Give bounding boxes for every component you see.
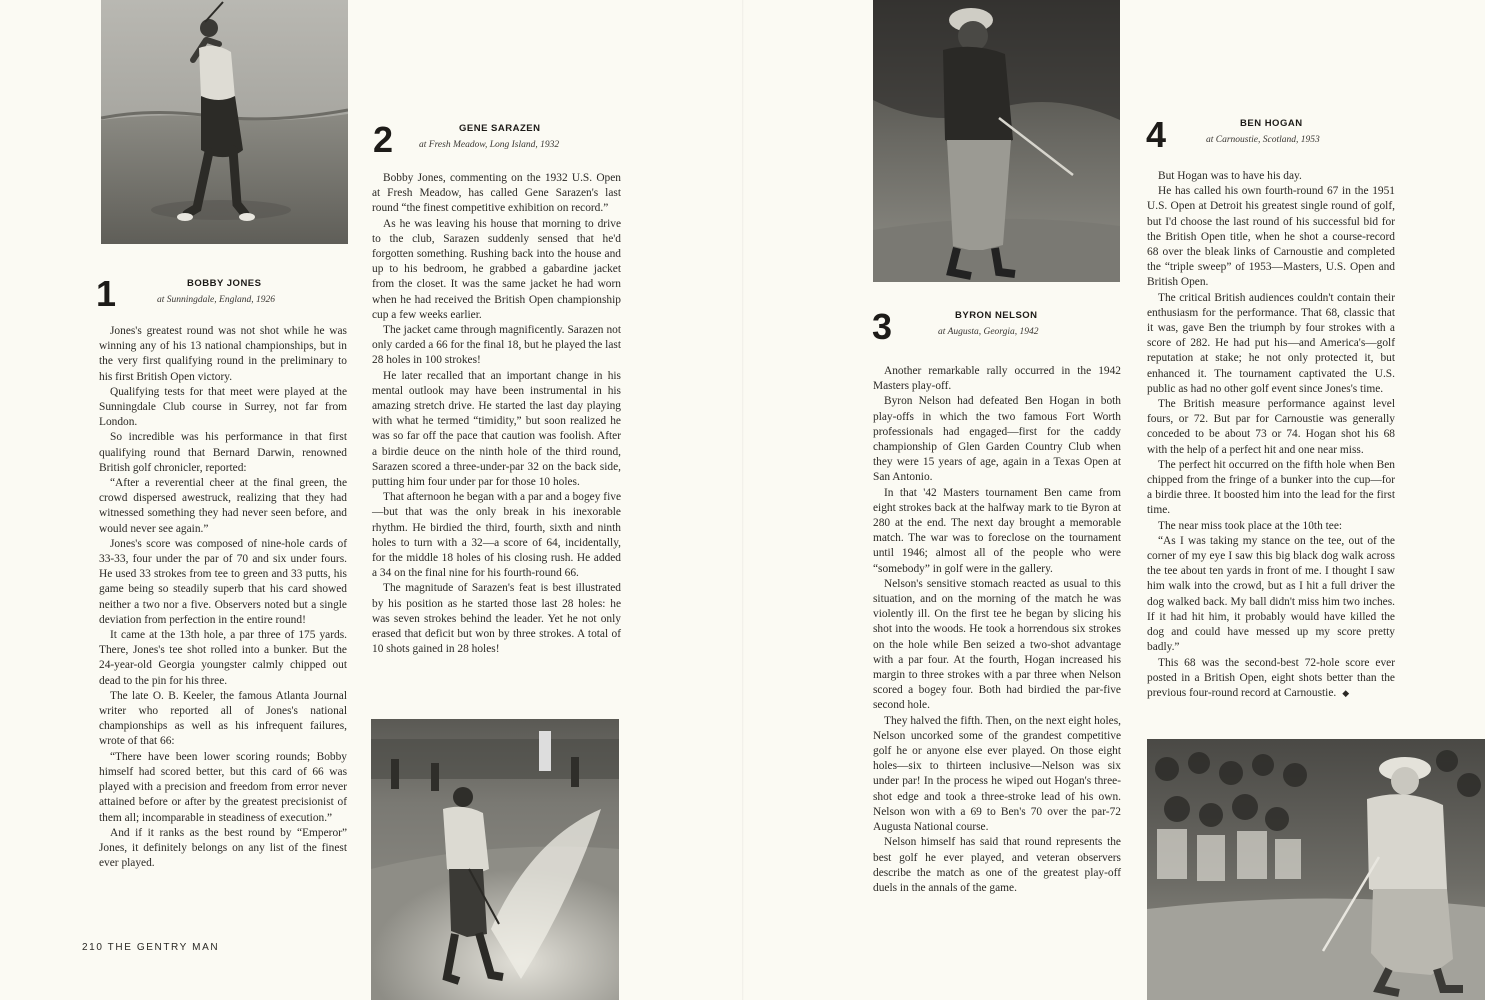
paragraph: Nelson himself has said that round represents the best golf he ever played, and veteran observers describe the match as one of the greatest play-off duels in the annals of the game. — [873, 836, 1121, 894]
section-1-place: at Sunningdale, England, 1926 — [157, 295, 275, 305]
paragraph: That afternoon he began with a par and a bogey five—but that was the only break in his inexorable rhythm. He birdied the third, fourth, sixth and ninth holes to turn with a 32—a score of 64, incidentally, for the middle 18 holes of his closing rush. He added a 34 on the final nine for his fourth-round 66. — [372, 491, 621, 580]
photo-gene-sarazen — [371, 719, 619, 1000]
paragraph: Bobby Jones, commenting on the 1932 U.S. Open at Fresh Meadow, has called Gene Sarazen's last round “the finest competitive exhibition on record.” — [372, 172, 621, 215]
section-1-article — [99, 324, 347, 871]
paragraph: So incredible was his performance in that first qualifying round that Bernard Darwin, renowned British golf chronicler, reported: — [99, 431, 347, 474]
paragraph-text: This 68 was the second-best 72-hole score ever posted in a British Open, eight shots better than the previous four-round record at Carnoustie. — [1147, 656, 1395, 699]
paragraph — [1147, 656, 1395, 703]
section-4-golfer-name: BEN HOGAN — [1240, 118, 1303, 129]
section-3-article — [873, 364, 1121, 896]
paragraph: “After a reverential cheer at the final green, the crowd dispersed awestruck, realizing that they had witnessed something they had never seen before, and would never see again.” — [99, 477, 347, 535]
section-3-number: 3 — [872, 306, 893, 347]
paragraph: In that '42 Masters tournament Ben came from eight strokes back at the halfway mark to tie Byron at 280 at the end. The next day brought a memorable match. The war was to foreclose on the tournament until 1946; almost all of the people who were “somebody” in golf were in the gallery. — [873, 486, 1121, 575]
page-folio: 210 THE GENTRY MAN — [82, 942, 220, 953]
paragraph: He has called his own fourth-round 67 in the 1951 U.S. Open at Detroit his greatest single round of golf, but I'd choose the last round of his successful bid for the British Open title, when he shot a course-record 68 over the bleak links of Carnoustie and completed the “triple sweep” of 1953—Masters, U.S. Open and British Open. — [1147, 185, 1395, 289]
spread-gutter — [742, 0, 744, 1000]
paragraph: Byron Nelson had defeated Ben Hogan in both play-offs in which the two famous Fort Worth professionals had engaged—first for the caddy championship of Glen Garden Country Club when they were 15 years of age, again in a Texas Open at San Antonio. — [873, 395, 1121, 484]
paragraph: Qualifying tests for that meet were played at the Sunningdale Club course in Surrey, not far from London. — [99, 385, 347, 429]
section-4-article — [1147, 169, 1395, 702]
section-2-place: at Fresh Meadow, Long Island, 1932 — [419, 140, 560, 150]
end-mark-icon: ◆ — [1342, 688, 1350, 699]
photo-bobby-jones — [101, 0, 348, 244]
paragraph: Another remarkable rally occurred in the 1942 Masters play-off. — [873, 365, 1121, 393]
paragraph: The British measure performance against level fours, or 72. But par for Carnoustie was generally conceded to be about 73 or 74. Hogan shot his 68 with the help of a perfect hit and one near miss. — [1147, 398, 1395, 456]
section-4-place: at Carnoustie, Scotland, 1953 — [1206, 135, 1320, 145]
paragraph: “There have been lower scoring rounds; Bobby himself had scored better, but this card of 66 was played with a precision and freedom from error never attained before or after by the greatest precisionist of them all; incomparable in steadiness of execution.” — [99, 750, 347, 824]
paragraph: The late O. B. Keeler, the famous Atlanta Journal writer who reported all of Jones's national championships as well as his infrequent failures, wrote of that 66: — [99, 689, 347, 748]
paragraph: But Hogan was to have his day. — [1158, 170, 1302, 182]
paragraph: Jones's score was composed of nine-hole cards of 33-33, four under the par of 70 and six under fours. He used 33 strokes from tee to green and 33 putts, his game being so steadily superb that his card showed neither a two nor a five. Observers noted but a single deviation from perfection in the entire round! — [99, 537, 347, 626]
paragraph: The perfect hit occurred on the fifth hole when Ben chipped from the fringe of a bunker into the cup—for a birdie three. It boosted him into the lead for the first time. — [1147, 458, 1395, 517]
section-2-golfer-name: GENE SARAZEN — [459, 123, 541, 134]
section-2-article — [372, 171, 621, 658]
paragraph: The near miss took place at the 10th tee: — [1158, 519, 1343, 532]
paragraph: Nelson's sensitive stomach reacted as usual to this situation, and on the morning of the match he was violently ill. On the first tee he began by slicing his shot into the woods. He took a horrendous six strokes on the hole while Ben seized a two-shot advantage with a par four. At the fourth, Hogan increased his margin to three strokes with a par three when Nelson scored a bogey four. Both had birdied the par-five second hole. — [873, 577, 1121, 712]
paragraph: And if it ranks as the best round by “Emperor” Jones, it definitely belongs on any list of the finest ever played. — [99, 826, 347, 870]
paragraph: They halved the fifth. Then, on the next eight holes, Nelson uncorked some of the grandest competitive golf he or anyone else ever played. On those eight holes—six to thirteen inclusive—Nelson was six under par! In the process he wiped out Hogan's three-shot edge and took a three-stroke lead of his own. Nelson won with a 69 to Ben's 70 over the par-72 Augusta National course. — [873, 714, 1121, 834]
section-3-place: at Augusta, Georgia, 1942 — [938, 327, 1039, 337]
section-1-golfer-name: BOBBY JONES — [187, 278, 262, 289]
paragraph: The critical British audiences couldn't contain their enthusiasm for the performance. That 68, classic that it was, gave Ben the triumph by four strokes with a score of 282. He had put his—and America's—golf reputation at stake; he not only protected it, but enhanced it. The tournament captivated the U.S. public as had no other golf event since Jones's time. — [1147, 291, 1395, 395]
paragraph: It came at the 13th hole, a par three of 175 yards. There, Jones's tee shot rolled into a bunker. But the 24-year-old Georgia youngster calmly chipped out dead to the pin for his three. — [99, 629, 347, 687]
photo-byron-nelson — [873, 0, 1120, 282]
photo-ben-hogan — [1147, 739, 1485, 1000]
section-1-number: 1 — [96, 273, 117, 314]
paragraph: The jacket came through magnificently. Sarazen not only carded a 66 for the final 18, but he played the last 28 holes in 100 strokes! — [372, 324, 621, 367]
paragraph: He later recalled that an important change in his mental outlook may have been instrumental in his amazing stretch drive. He started the last day playing with what he termed “timidity,” but soon realized he was so far off the pace that caution was foolish. After a birdie deuce on the ninth hole of the third round, Sarazen scored a three-under-par 32 on the back side, putting him four under par for those 10 holes. — [372, 369, 621, 489]
section-4-number: 4 — [1146, 114, 1167, 155]
section-3-golfer-name: BYRON NELSON — [955, 310, 1038, 321]
paragraph: “As I was taking my stance on the tee, out of the corner of my eye I saw this big black dog walk across the tee about ten yards in front of me. I thought I saw him walk into the crowd, but as I hit a full driver the dog walked back. My ball didn't miss him two inches. If it had hit him, it probably would have killed the dog and could have messed up my score pretty badly.” — [1147, 534, 1395, 654]
paragraph: Jones's greatest round was not shot while he was winning any of his 13 national championships, but in the very first qualifying round in the preliminary to his first British Open victory. — [99, 325, 347, 383]
paragraph: The magnitude of Sarazen's feat is best illustrated by his position as he started those last 28 holes: he was seven strokes behind the leader. Yet he not only erased that deficit but won by three strokes. A total of 10 shots gained in 28 holes! — [372, 582, 621, 656]
section-2-number: 2 — [373, 119, 394, 160]
paragraph: As he was leaving his house that morning to drive to the club, Sarazen suddenly sensed that he'd forgotten something. Rushing back into the house and up to his bedroom, he grabbed a gabardine jacket from the closet. It was the same jacket he had worn when he had received the British Open championship cup a few weeks earlier. — [372, 217, 621, 321]
